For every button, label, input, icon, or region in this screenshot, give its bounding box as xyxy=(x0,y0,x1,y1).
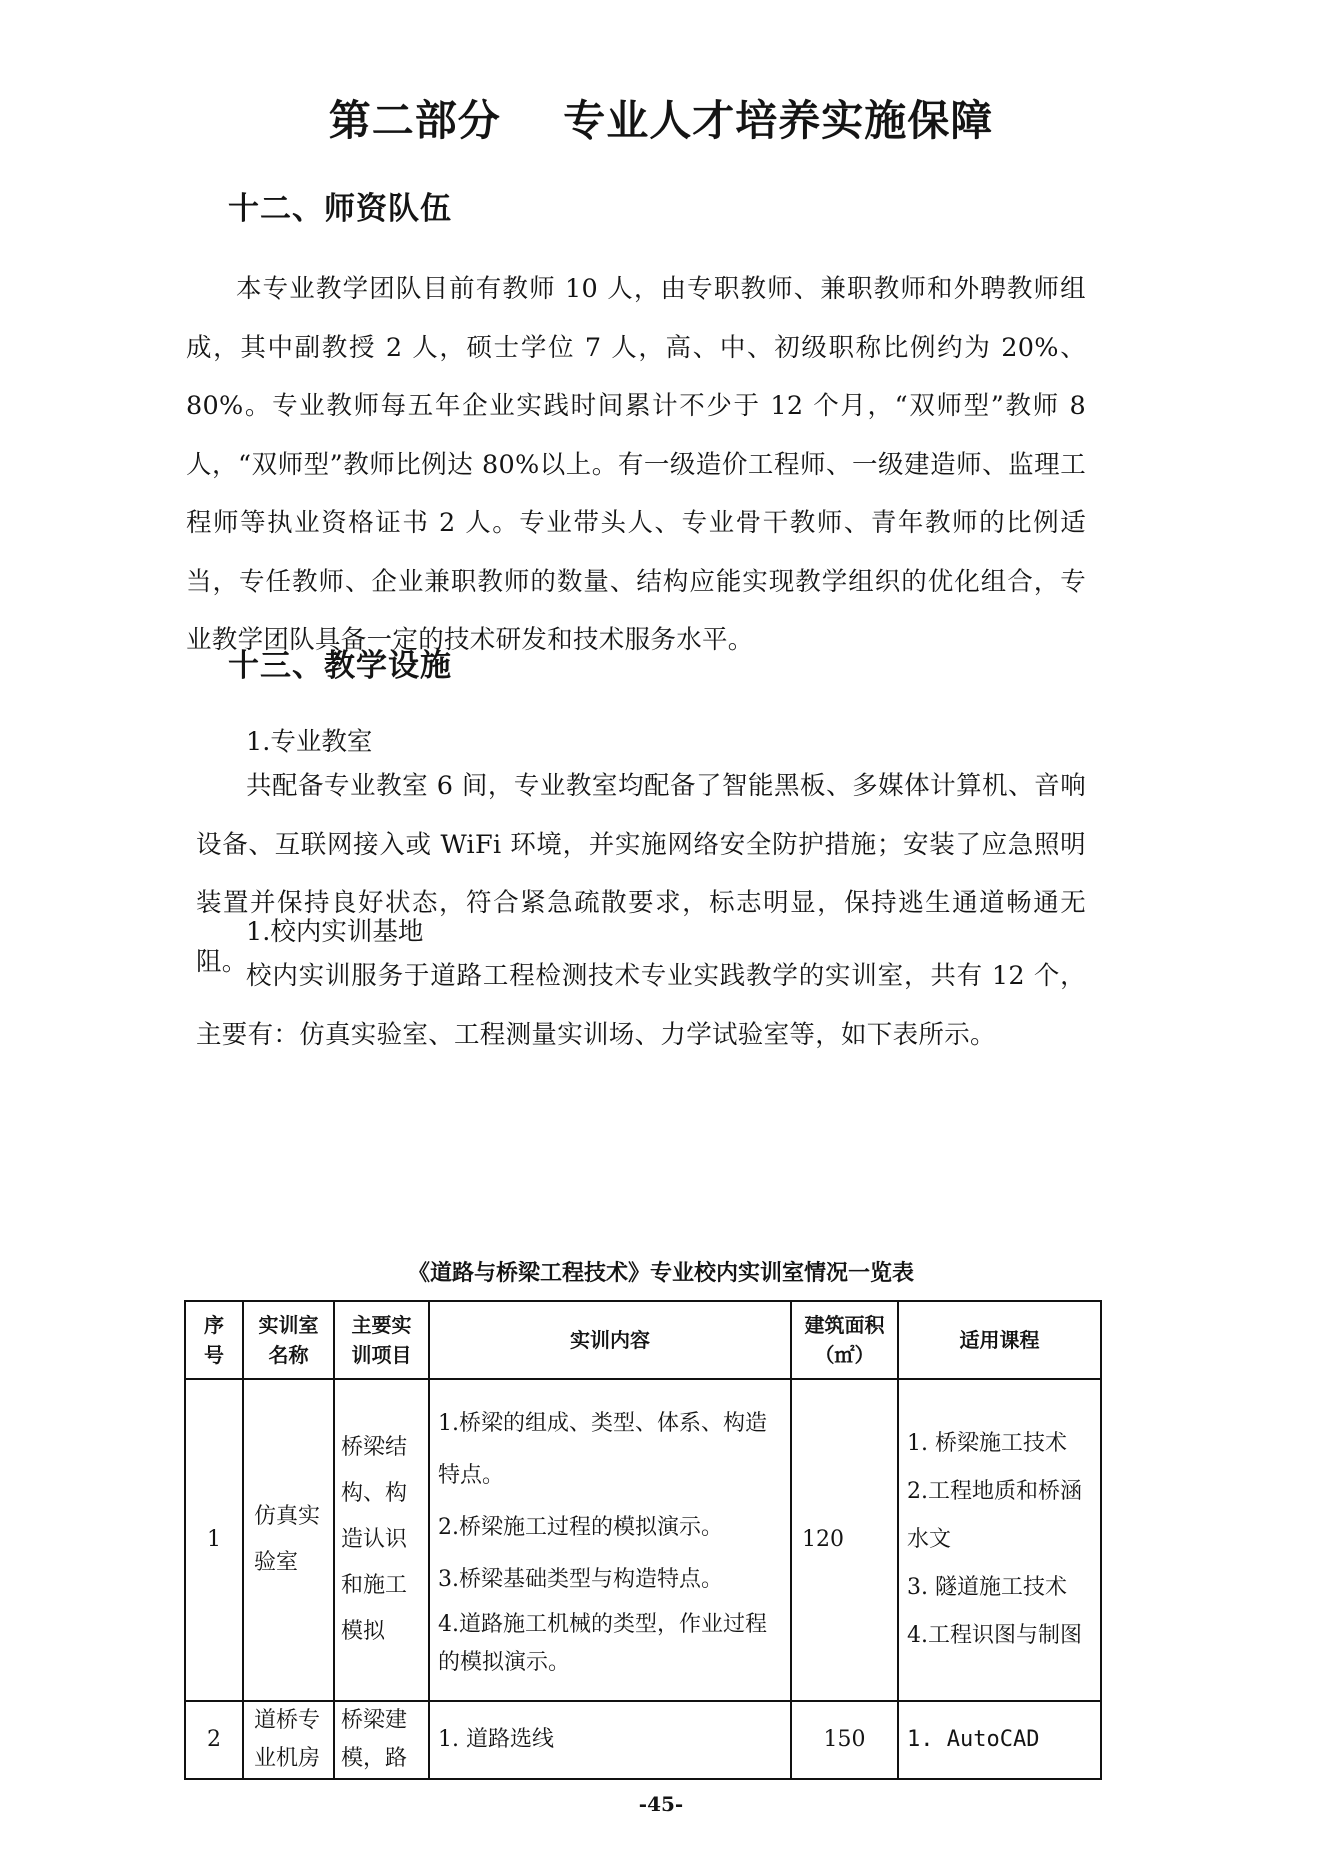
row-area: 120 xyxy=(791,1379,898,1701)
training-room-table xyxy=(184,1300,1102,1780)
row-contents xyxy=(429,1379,791,1701)
table-row xyxy=(185,1701,1101,1779)
subsection-title-classroom: 1.专业教室 xyxy=(246,727,373,757)
row-room: 仿真实验室 xyxy=(243,1379,334,1701)
content-item: 2.桥梁施工过程的模拟演示。 xyxy=(438,1515,723,1540)
row-area: 150 xyxy=(791,1701,898,1779)
content-item: 3.桥梁基础类型与构造特点。 xyxy=(438,1567,723,1592)
row-courses xyxy=(898,1701,1101,1779)
course-item: 2.工程地质和桥涵水文 xyxy=(907,1479,1082,1552)
row-courses xyxy=(898,1379,1101,1701)
table-header-row xyxy=(185,1301,1101,1379)
subsection-title-training-base: 1.校内实训基地 xyxy=(246,917,424,947)
row-project: 桥梁结构、构造认识和施工模拟 xyxy=(334,1379,429,1701)
classroom-paragraph: 共配备专业教室 6 间，专业教室均配备了智能黑板、多媒体计算机、音响设备、互联网接入或 WiFi 环境，并实施网络安全防护措施；安装了应急照明装置并保持良好状态，符合紧急疏散要求，标志明显，保持逃生通道畅通无阻。 xyxy=(196,771,1086,977)
content-item: 1. 道路选线 xyxy=(438,1727,554,1752)
row-no: 1 xyxy=(185,1379,243,1701)
header-content: 实训内容 xyxy=(429,1301,791,1379)
course-item: 4.工程识图与制图 xyxy=(907,1623,1082,1648)
header-room: 实训室名称 xyxy=(243,1301,334,1379)
row-room: 道桥专业机房 xyxy=(243,1701,334,1779)
course-item: 3. 隧道施工技术 xyxy=(907,1575,1067,1600)
table-row xyxy=(185,1379,1101,1701)
header-courses: 适用课程 xyxy=(898,1301,1101,1379)
section-heading-faculty: 十二、师资队伍 xyxy=(228,191,452,227)
header-no: 序号 xyxy=(185,1301,243,1379)
row-project: 桥梁建模，路 xyxy=(334,1701,429,1779)
training-base-paragraph: 校内实训服务于道路工程检测技术专业实践教学的实训室，共有 12 个，主要有：仿真实验室、工程测量实训场、力学试验室等，如下表所示。 xyxy=(196,961,1086,1050)
part-title: 第二部分 专业人才培养实施保障 xyxy=(328,96,994,145)
content-item: 4.道路施工机械的类型，作业过程的模拟演示。 xyxy=(438,1612,767,1675)
section-heading-facilities: 十三、教学设施 xyxy=(228,648,452,684)
page-number: -45- xyxy=(638,1792,684,1816)
header-area: 建筑面积（㎡） xyxy=(791,1301,898,1379)
table-title: 《道路与桥梁工程技术》专业校内实训室情况一览表 xyxy=(407,1261,914,1286)
content-item: 1.桥梁的组成、类型、体系、构造特点。 xyxy=(438,1411,767,1488)
course-item: 1. AutoCAD xyxy=(907,1727,1040,1752)
faculty-paragraph: 本专业教学团队目前有教师 10 人，由专职教师、兼职教师和外聘教师组成，其中副教授 2 人，硕士学位 7 人，高、中、初级职称比例约为 20%、80%。专业教师每五年企业实践时间累计不少于 12 个月，“双师型”教师 8 人，“双师型”教师比例达 80%以上。有一级造价工程师、一级建造师、监理工程师等执业资格证书 2 人。专业带头人、专业骨干教师、青年教师的比例适当，专任教师、企业兼职教师的数量、结构应能实现教学组织的优化组合，专业教学团队具备一定的技术研发和技术服务水平。 xyxy=(186,274,1086,655)
row-contents xyxy=(429,1701,791,1779)
header-project: 主要实训项目 xyxy=(334,1301,429,1379)
row-no: 2 xyxy=(185,1701,243,1779)
course-item: 1. 桥梁施工技术 xyxy=(907,1431,1067,1456)
